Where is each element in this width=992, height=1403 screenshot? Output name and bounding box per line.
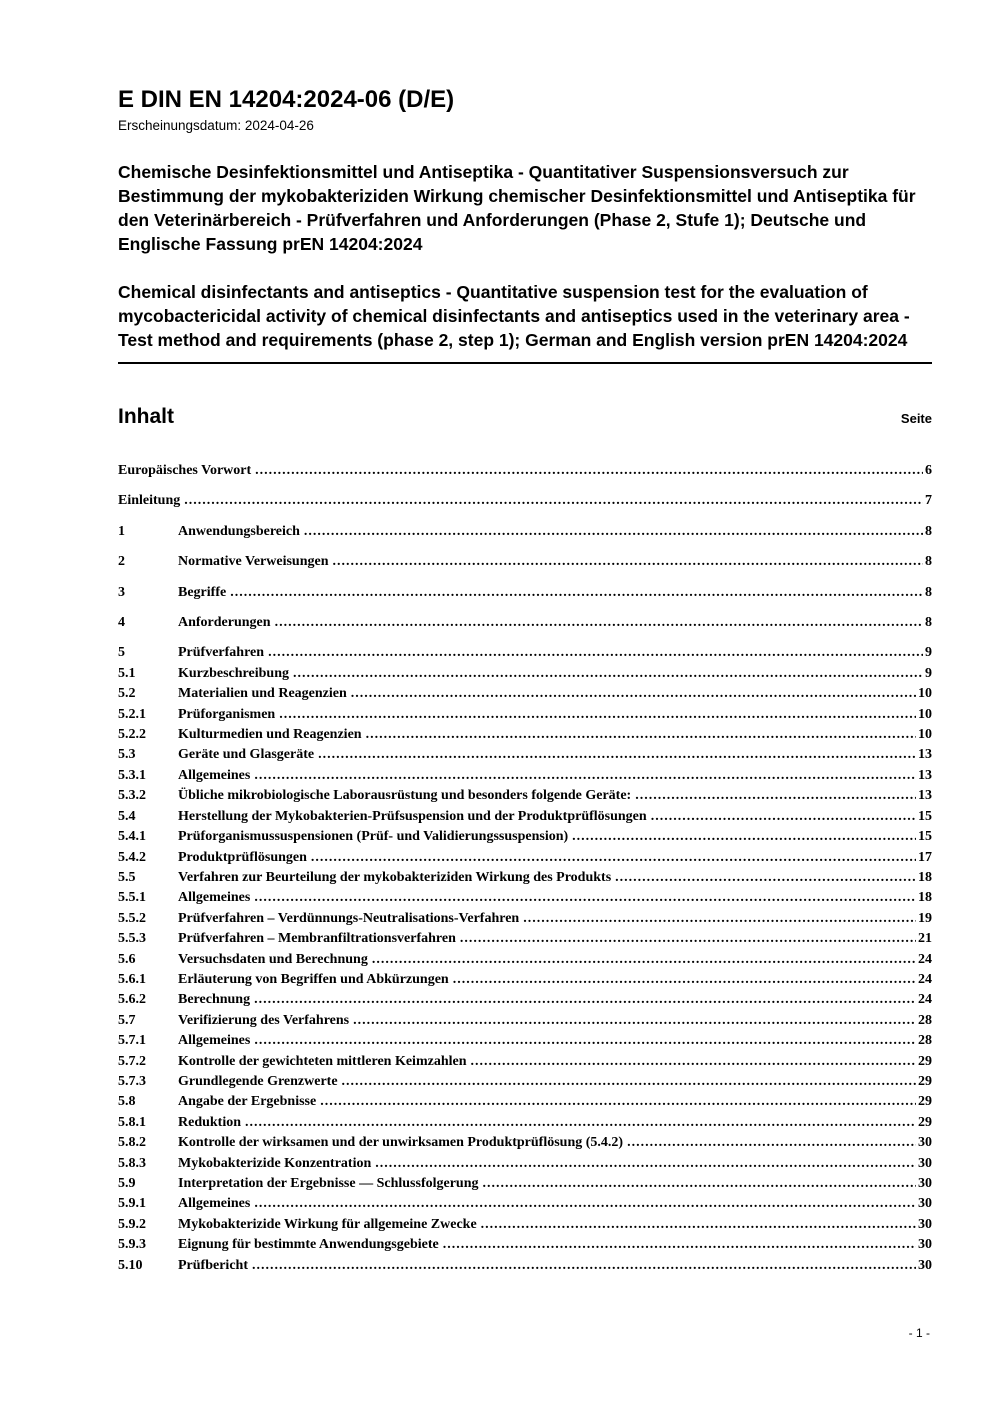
toc-dot-leader (477, 1215, 916, 1235)
toc-entry-number: 5.1 (118, 665, 136, 681)
toc-dot-leader (347, 684, 916, 704)
toc-entry-title: Allgemeines (178, 1196, 251, 1212)
toc-dot-leader (250, 990, 916, 1010)
toc-entry-page: 30 (918, 1257, 932, 1273)
toc-dot-leader (314, 745, 916, 765)
toc-entry-number: 5.9.1 (118, 1196, 146, 1212)
toc-entry-number: 5.3.2 (118, 788, 146, 804)
toc-dot-leader (248, 1256, 916, 1276)
toc-entry-number: 5.10 (118, 1257, 143, 1273)
toc-entry[interactable] (118, 491, 932, 511)
toc-page-column-label: Seite (900, 411, 932, 426)
toc-entry[interactable] (118, 1235, 932, 1255)
toc-entry-title: Prüfbericht (178, 1257, 248, 1273)
toc-entry[interactable] (118, 1174, 932, 1194)
toc-entry-number: 5.7.3 (118, 1073, 146, 1089)
toc-entry[interactable] (118, 1154, 932, 1174)
toc-entry-title: Prüforganismussuspensionen (Prüf- und Validierungssuspension) (178, 829, 569, 845)
toc-entry-page: 6 (925, 463, 932, 478)
toc-entry[interactable] (118, 725, 932, 745)
toc-entry[interactable] (118, 705, 932, 725)
toc-entry[interactable] (118, 1133, 932, 1153)
toc-entry-page: 18 (918, 869, 932, 885)
toc-entry-title: Mykobakterizide Konzentration (178, 1155, 372, 1171)
toc-entry-number: 5.5.1 (118, 890, 146, 906)
toc-dot-leader (362, 725, 916, 745)
toc-entry-number: 3 (118, 584, 125, 600)
toc-entry[interactable] (118, 461, 932, 481)
toc-entry-number: 5.9.2 (118, 1216, 146, 1232)
toc-dot-leader (251, 461, 923, 481)
toc-entry[interactable] (118, 868, 932, 888)
toc-entry-number: 5.5 (118, 869, 136, 885)
toc-entry[interactable] (118, 664, 932, 684)
toc-entry[interactable] (118, 970, 932, 990)
toc-entry-page: 24 (918, 992, 932, 1008)
toc-entry-title: Prüfverfahren (178, 645, 265, 661)
title-german: Chemische Desinfektionsmittel und Antiseptika - Quantitativer Suspensionsversuch zur Bestimmung der mykobakteriziden Wirkung chemischer Desinfektionsmittel und Antiseptika für den Veterinärbereich - Prüfverfahren und Anforderungen (Phase 2, Stufe 1); Deutsche und Englische Fassung prEN 14204:2024 (118, 162, 916, 254)
toc-entry-number: 5.8.2 (118, 1135, 146, 1151)
toc-entry-title: Prüforganismen (178, 706, 276, 722)
toc-entry[interactable] (118, 766, 932, 786)
toc-entry-page: 29 (918, 1073, 932, 1089)
toc-entry-title: Reduktion (178, 1114, 242, 1130)
toc-entry-title: Eignung für bestimmte Anwendungsgebiete (178, 1237, 439, 1253)
toc-dot-leader (250, 888, 916, 908)
toc-entry[interactable] (118, 643, 932, 663)
toc-entry-title: Erläuterung von Begriffen und Abkürzungen (178, 971, 449, 987)
toc-entry-title: Angabe der Ergebnisse (178, 1094, 317, 1110)
toc-entry-page: 29 (918, 1053, 932, 1069)
toc-entry-title: Prüfverfahren – Verdünnungs-Neutralisations-Verfahren (178, 910, 520, 926)
toc-entry-number: 5.7 (118, 1012, 136, 1028)
toc-entry-title: Allgemeines (178, 1033, 251, 1049)
toc-entry-title: Übliche mikrobiologische Laborausrüstung und besonders folgende Geräte: (178, 788, 632, 804)
toc-dot-leader (611, 868, 916, 888)
toc-dot-leader (467, 1052, 917, 1072)
toc-entry-title: Kontrolle der gewichteten mittleren Keimzahlen (178, 1053, 467, 1069)
toc-entry-number: 5.8.3 (118, 1155, 146, 1171)
toc-entry-title: Verfahren zur Beurteilung der mykobakteriziden Wirkung des Produkts (178, 869, 612, 885)
toc-entry-number: 5.9 (118, 1176, 136, 1191)
toc-entry-number: 5.8.1 (118, 1114, 146, 1130)
toc-entry-number: 4 (118, 615, 125, 631)
toc-entry[interactable] (118, 583, 932, 603)
toc-entry-number: 5.5.3 (118, 931, 146, 947)
toc-entry-number: 5.7.1 (118, 1033, 146, 1049)
toc-entry-number: 5.2.2 (118, 727, 146, 743)
toc-entry-number: 5.6.1 (118, 971, 146, 987)
toc-dot-leader (250, 1031, 916, 1051)
toc-entry-page: 30 (918, 1237, 932, 1253)
toc-dot-leader (631, 786, 916, 806)
toc-entry[interactable] (118, 1194, 932, 1214)
toc-dot-leader (250, 766, 916, 786)
toc-entry-page: 30 (918, 1155, 932, 1171)
toc-entry-page: 30 (918, 1196, 932, 1212)
toc-entry-title: Anwendungsbereich (178, 523, 300, 539)
toc-header (118, 404, 932, 430)
toc-dot-leader (568, 827, 916, 847)
toc-entry-page: 21 (918, 931, 932, 947)
toc-dot-leader (519, 909, 916, 929)
toc-dot-leader (349, 1011, 916, 1031)
toc-dot-leader (479, 1174, 917, 1194)
toc-entry-page: 13 (918, 788, 932, 804)
toc-dot-leader (316, 1092, 916, 1112)
toc-dot-leader (338, 1072, 916, 1092)
toc-entry-page: 30 (918, 1135, 932, 1151)
toc-entry-page: 24 (918, 951, 932, 967)
toc-entry-title: Mykobakterizide Wirkung für allgemeine Zwecke (178, 1216, 477, 1232)
toc-entry-number: 5.6.2 (118, 992, 146, 1008)
toc-entry[interactable] (118, 929, 932, 949)
toc-entry-page: 9 (925, 645, 932, 661)
toc-dot-leader (449, 970, 916, 990)
toc-entry-page: 8 (925, 584, 932, 600)
toc-entry-number: 5.6 (118, 951, 136, 967)
toc-entry-page: 18 (918, 890, 932, 906)
toc-entry[interactable] (118, 684, 932, 704)
toc-entry[interactable] (118, 1011, 932, 1031)
toc-entry-number: 5.2 (118, 686, 136, 702)
toc-entry-title: Allgemeines (178, 767, 251, 783)
publication-date: Erscheinungsdatum: 2024-04-26 (118, 118, 314, 133)
toc-dot-leader (271, 613, 923, 633)
toc-entry-page: 29 (918, 1114, 932, 1130)
toc-entry-title: Einleitung (118, 493, 181, 509)
table-of-contents (118, 461, 932, 1276)
toc-entry-number: 5.4.2 (118, 849, 146, 865)
toc-entry-page: 10 (918, 706, 932, 722)
toc-entry-number: 5.2.1 (118, 706, 146, 722)
toc-entry-number: 5.8 (118, 1094, 136, 1110)
toc-dot-leader (180, 491, 923, 511)
toc-dot-leader (275, 705, 916, 725)
toc-entry[interactable] (118, 613, 932, 633)
toc-entry[interactable] (118, 1256, 932, 1276)
toc-dot-leader (250, 1194, 916, 1214)
title-english: Chemical disinfectants and antiseptics - Quantitative suspension test for the evaluation of mycobactericidal activity of chemical disinfectants and antiseptics used in the veterinary area - Test method and requirements (phase 2, step 1); German and English version prEN 14204:2024 (118, 280, 932, 364)
toc-entry[interactable] (118, 522, 932, 542)
toc-entry[interactable] (118, 1092, 932, 1112)
toc-dot-leader (623, 1133, 916, 1153)
toc-entry-number: 5.4 (118, 808, 136, 824)
toc-dot-leader (456, 929, 916, 949)
doc-number-heading: E DIN EN 14204:2024-06 (D/E) (118, 86, 455, 113)
toc-dot-leader (647, 807, 916, 827)
toc-entry-title: Geräte und Glasgeräte (178, 747, 315, 763)
toc-entry[interactable] (118, 848, 932, 868)
toc-entry[interactable] (118, 909, 932, 929)
toc-entry-title: Berechnung (178, 992, 251, 1008)
toc-entry-title: Begriffe (178, 584, 227, 600)
toc-entry[interactable] (118, 1072, 932, 1092)
toc-entry[interactable] (118, 827, 932, 847)
toc-dot-leader (289, 664, 923, 684)
toc-entry-title: Anforderungen (178, 615, 271, 631)
toc-entry-page: 8 (925, 523, 932, 539)
toc-entry[interactable] (118, 950, 932, 970)
toc-entry-page: 13 (918, 767, 932, 783)
toc-entry[interactable] (118, 786, 932, 806)
toc-entry[interactable] (118, 990, 932, 1010)
toc-entry-page: 29 (918, 1094, 932, 1110)
toc-entry-title: Versuchsdaten und Berechnung (178, 951, 368, 967)
toc-entry-page: 17 (918, 849, 932, 865)
toc-entry-title: Normative Verweisungen (178, 554, 329, 570)
toc-entry-number: 5.9.3 (118, 1237, 146, 1253)
toc-heading: Inhalt (118, 405, 174, 428)
toc-dot-leader (439, 1235, 916, 1255)
toc-entry-page: 8 (925, 554, 932, 570)
toc-entry-title: Kurzbeschreibung (178, 665, 289, 681)
toc-entry-number: 5.4.1 (118, 829, 146, 845)
toc-entry-title: Europäisches Vorwort (118, 463, 252, 478)
toc-entry-number: 1 (118, 523, 125, 539)
toc-dot-leader (241, 1113, 916, 1133)
toc-entry-page: 13 (918, 747, 932, 763)
toc-dot-leader (307, 848, 916, 868)
toc-entry-number: 5.3.1 (118, 767, 146, 783)
toc-entry[interactable] (118, 745, 932, 765)
toc-entry-page: 28 (918, 1012, 932, 1028)
toc-entry[interactable] (118, 552, 932, 572)
toc-dot-leader (264, 643, 923, 663)
page-number-footer: - 1 - (908, 1326, 930, 1340)
toc-dot-leader (368, 950, 916, 970)
toc-entry-title: Materialien und Reagenzien (178, 686, 347, 702)
toc-entry-page: 9 (925, 665, 932, 681)
toc-entry-title: Interpretation der Ergebnisse — Schlussfolgerung (178, 1176, 479, 1191)
toc-entry-page: 24 (918, 971, 932, 987)
toc-entry-number: 5.5.2 (118, 910, 146, 926)
toc-entry-page: 30 (918, 1176, 932, 1191)
toc-dot-leader (300, 522, 923, 542)
toc-entry-title: Verifizierung des Verfahrens (178, 1012, 350, 1028)
toc-entry-page: 15 (918, 829, 932, 845)
toc-entry[interactable] (118, 1113, 932, 1133)
toc-dot-leader (371, 1154, 916, 1174)
toc-entry-number: 5 (118, 645, 125, 661)
toc-entry-page: 10 (918, 686, 932, 702)
toc-entry-page: 15 (918, 808, 932, 824)
toc-entry-title: Prüfverfahren – Membranfiltrationsverfahren (178, 931, 456, 947)
toc-dot-leader (329, 552, 924, 572)
toc-entry-title: Herstellung der Mykobakterien-Prüfsuspension und der Produktprüflösungen (178, 808, 647, 824)
toc-entry[interactable] (118, 807, 932, 827)
toc-entry-page: 30 (918, 1216, 932, 1232)
toc-entry[interactable] (118, 1215, 932, 1235)
toc-entry-page: 8 (925, 615, 932, 631)
toc-entry-title: Produktprüflösungen (178, 849, 307, 865)
toc-entry-number: 5.7.2 (118, 1053, 146, 1069)
toc-entry-title: Kulturmedien und Reagenzien (178, 727, 362, 743)
toc-entry-title: Kontrolle der wirksamen und der unwirksamen Produktprüflösung (5.4.2) (178, 1135, 624, 1151)
toc-entry-page: 7 (925, 493, 932, 509)
toc-entry-number: 2 (118, 554, 125, 570)
toc-entry-number: 5.3 (118, 747, 136, 763)
toc-entry-page: 10 (918, 727, 932, 743)
toc-entry-page: 28 (918, 1033, 932, 1049)
toc-entry-page: 19 (918, 910, 932, 926)
toc-entry[interactable] (118, 1052, 932, 1072)
toc-entry-title: Grundlegende Grenzwerte (178, 1073, 338, 1089)
toc-dot-leader (226, 583, 923, 603)
toc-entry[interactable] (118, 888, 932, 908)
toc-entry-title: Allgemeines (178, 890, 251, 906)
toc-entry[interactable] (118, 1031, 932, 1051)
